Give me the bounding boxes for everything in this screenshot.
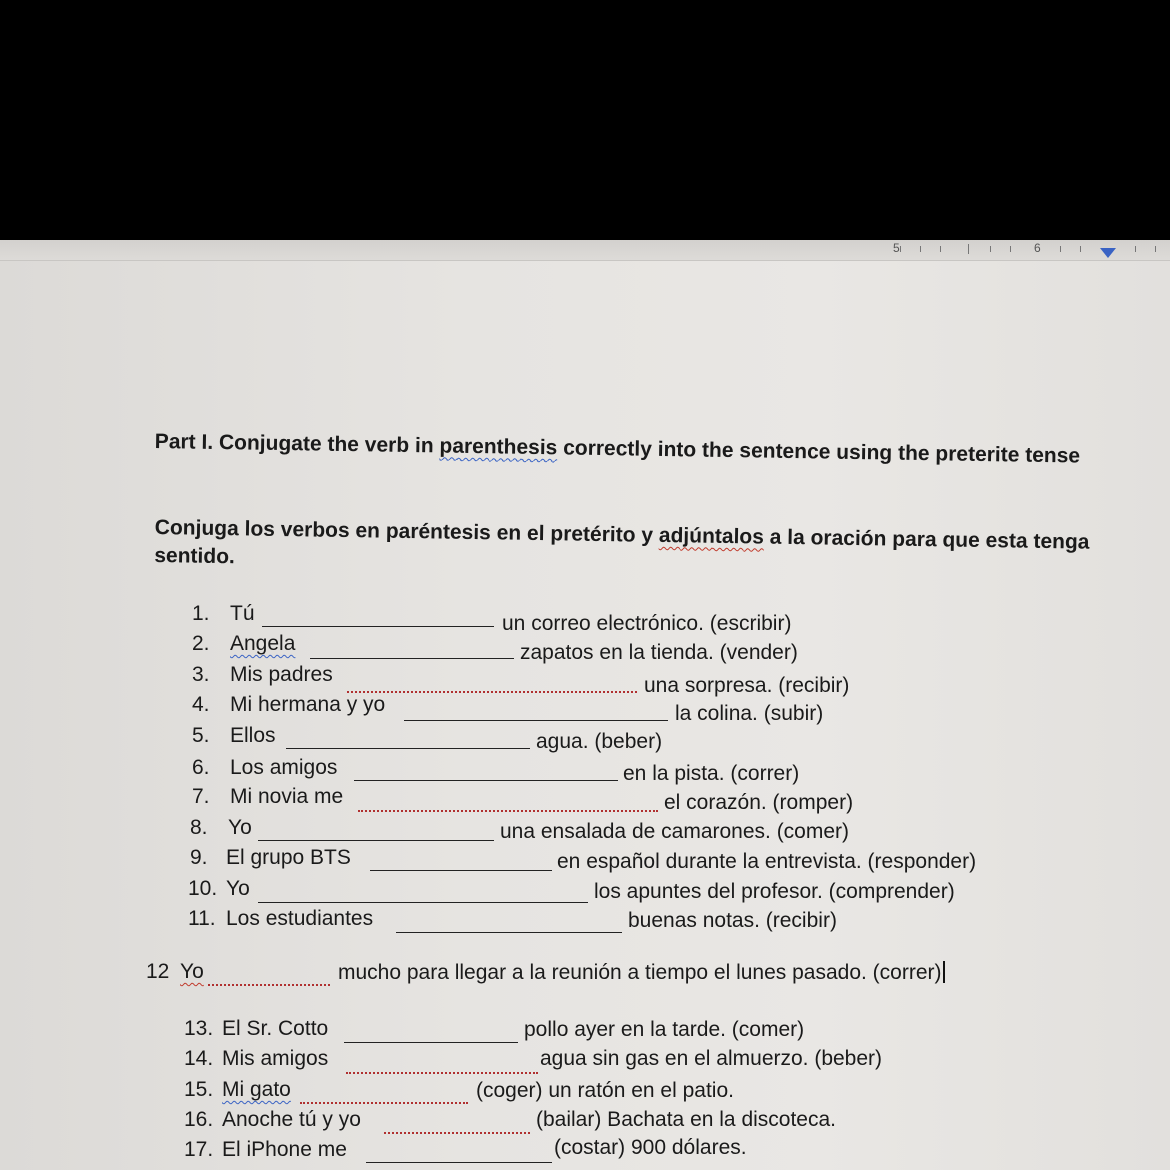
item-rest: el corazón. (romper) bbox=[664, 791, 854, 814]
item-number: 16. bbox=[184, 1108, 214, 1131]
ruler-tick bbox=[1060, 246, 1061, 252]
ruler-tick bbox=[1010, 246, 1011, 252]
item-subject: Mis amigos bbox=[222, 1047, 329, 1070]
item-number: 11. bbox=[188, 907, 216, 930]
heading-text: Part I. Conjugate the verb in bbox=[154, 429, 440, 458]
item-rest: pollo ayer en la tarde. (comer) bbox=[524, 1018, 805, 1041]
answer-blank[interactable] bbox=[262, 626, 494, 627]
ruler-tick bbox=[1135, 246, 1136, 252]
answer-blank[interactable] bbox=[346, 1072, 538, 1074]
ruler-tick bbox=[1155, 246, 1156, 252]
ruler-tick bbox=[940, 246, 941, 252]
item-rest: zapatos en la tienda. (vender) bbox=[520, 641, 798, 664]
item-subject: Mis padres bbox=[230, 663, 333, 686]
ruler[interactable] bbox=[0, 240, 1170, 261]
item-subject: Los estudiantes bbox=[226, 907, 374, 930]
list-item bbox=[190, 846, 351, 870]
item-rest: agua. (beber) bbox=[536, 730, 663, 753]
item-subject: El grupo BTS bbox=[226, 846, 351, 869]
item-rest-text: mucho para llegar a la reunión a tiempo el lunes pasado. (correr) bbox=[338, 961, 942, 984]
item-rest: buenas notas. (recibir) bbox=[628, 909, 837, 932]
item-rest: en la pista. (correr) bbox=[623, 762, 800, 785]
answer-blank[interactable] bbox=[258, 840, 494, 841]
answer-blank[interactable] bbox=[258, 902, 588, 903]
text-cursor bbox=[943, 961, 945, 983]
item-number: 6. bbox=[192, 756, 210, 779]
list-item bbox=[184, 1108, 361, 1132]
heading-underlined-word: parenthesis bbox=[439, 434, 558, 460]
list-item bbox=[192, 663, 333, 687]
item-subject: El Sr. Cotto bbox=[222, 1017, 329, 1040]
item-subject: Los amigos bbox=[230, 756, 338, 779]
answer-blank[interactable] bbox=[208, 984, 330, 986]
item-number: 13. bbox=[184, 1017, 214, 1040]
dark-background bbox=[0, 0, 1170, 240]
answer-blank[interactable] bbox=[300, 1102, 468, 1104]
answer-blank[interactable] bbox=[354, 780, 618, 781]
item-number: 7. bbox=[192, 785, 210, 808]
item-subject: Angela bbox=[230, 632, 296, 655]
answer-blank[interactable] bbox=[344, 1042, 518, 1043]
item-number: 2. bbox=[192, 632, 210, 655]
item-rest: (costar) 900 dólares. bbox=[554, 1136, 747, 1159]
item-subject: Mi hermana y yo bbox=[230, 693, 386, 716]
item-rest: (coger) un ratón en el patio. bbox=[476, 1079, 734, 1102]
list-item bbox=[192, 632, 295, 656]
item-subject: Yo bbox=[228, 816, 252, 839]
item-subject: Ellos bbox=[230, 724, 276, 747]
item-number: 9. bbox=[190, 846, 208, 869]
list-item bbox=[192, 756, 337, 780]
item-rest: un correo electrónico. (escribir) bbox=[502, 612, 792, 635]
item-number: 3. bbox=[192, 663, 210, 686]
item-rest: (bailar) Bachata en la discoteca. bbox=[536, 1108, 836, 1131]
answer-blank[interactable] bbox=[310, 658, 514, 659]
list-item bbox=[188, 907, 373, 931]
document-page bbox=[0, 240, 1170, 1170]
item-rest: una ensalada de camarones. (comer) bbox=[500, 820, 850, 843]
item-rest: una sorpresa. (recibir) bbox=[644, 674, 850, 697]
item-number: 12 bbox=[146, 960, 170, 983]
heading-text: Conjuga los verbos en paréntesis en el pretérito y bbox=[154, 515, 660, 547]
heading-text: correctly into the sentence using the preterite tense bbox=[557, 436, 1081, 468]
item-subject: Yo bbox=[180, 960, 204, 983]
list-item bbox=[184, 1078, 291, 1102]
answer-blank[interactable] bbox=[286, 748, 530, 749]
answer-blank[interactable] bbox=[404, 720, 668, 721]
item-number: 4. bbox=[192, 693, 210, 716]
item-number: 17. bbox=[184, 1138, 214, 1161]
heading-text: a la oración para que esta tenga sentido. bbox=[154, 525, 1090, 569]
list-item bbox=[192, 602, 255, 626]
answer-blank[interactable] bbox=[358, 810, 658, 812]
item-number: 8. bbox=[190, 816, 208, 839]
item-rest: la colina. (subir) bbox=[675, 702, 824, 725]
item-subject: Yo bbox=[226, 877, 250, 900]
list-item bbox=[192, 724, 276, 748]
item-number: 1. bbox=[192, 602, 210, 625]
answer-blank[interactable] bbox=[396, 932, 622, 933]
item-rest bbox=[338, 961, 945, 985]
list-item bbox=[188, 877, 250, 901]
ruler-tick bbox=[900, 246, 901, 252]
indent-marker-icon[interactable] bbox=[1100, 248, 1116, 258]
ruler-tick bbox=[1080, 246, 1081, 252]
ruler-tick bbox=[968, 244, 969, 254]
ruler-tick bbox=[990, 246, 991, 252]
item-subject: El iPhone me bbox=[222, 1138, 347, 1161]
item-subject: Mi novia me bbox=[230, 785, 344, 808]
list-item bbox=[192, 693, 385, 717]
answer-blank[interactable] bbox=[370, 870, 552, 871]
answer-blank[interactable] bbox=[366, 1162, 552, 1163]
list-item bbox=[184, 1138, 347, 1162]
answer-blank[interactable] bbox=[347, 691, 637, 693]
item-rest: los apuntes del profesor. (comprender) bbox=[594, 880, 955, 903]
list-item bbox=[184, 1047, 328, 1071]
item-rest: agua sin gas en el almuerzo. (beber) bbox=[540, 1047, 883, 1070]
item-number: 10. bbox=[188, 877, 218, 900]
instructions-spanish bbox=[154, 514, 1095, 585]
list-item bbox=[146, 960, 204, 984]
item-rest: en español durante la entrevista. (responder) bbox=[557, 850, 977, 873]
item-number: 14. bbox=[184, 1047, 214, 1070]
item-number: 15. bbox=[184, 1078, 214, 1101]
item-number: 5. bbox=[192, 724, 210, 747]
item-subject: Mi gato bbox=[222, 1078, 291, 1101]
list-item bbox=[192, 785, 343, 809]
item-subject: Anoche tú y yo bbox=[222, 1108, 361, 1131]
answer-blank[interactable] bbox=[384, 1132, 530, 1134]
item-subject: Tú bbox=[230, 602, 255, 625]
ruler-tick bbox=[920, 246, 921, 252]
ruler-number: 6 bbox=[1034, 241, 1041, 255]
list-item bbox=[190, 816, 252, 840]
instructions-english bbox=[155, 428, 1085, 471]
ruler-number: 5 bbox=[893, 241, 900, 255]
list-item bbox=[184, 1017, 328, 1041]
heading-underlined-word: adjúntalos bbox=[658, 523, 765, 549]
